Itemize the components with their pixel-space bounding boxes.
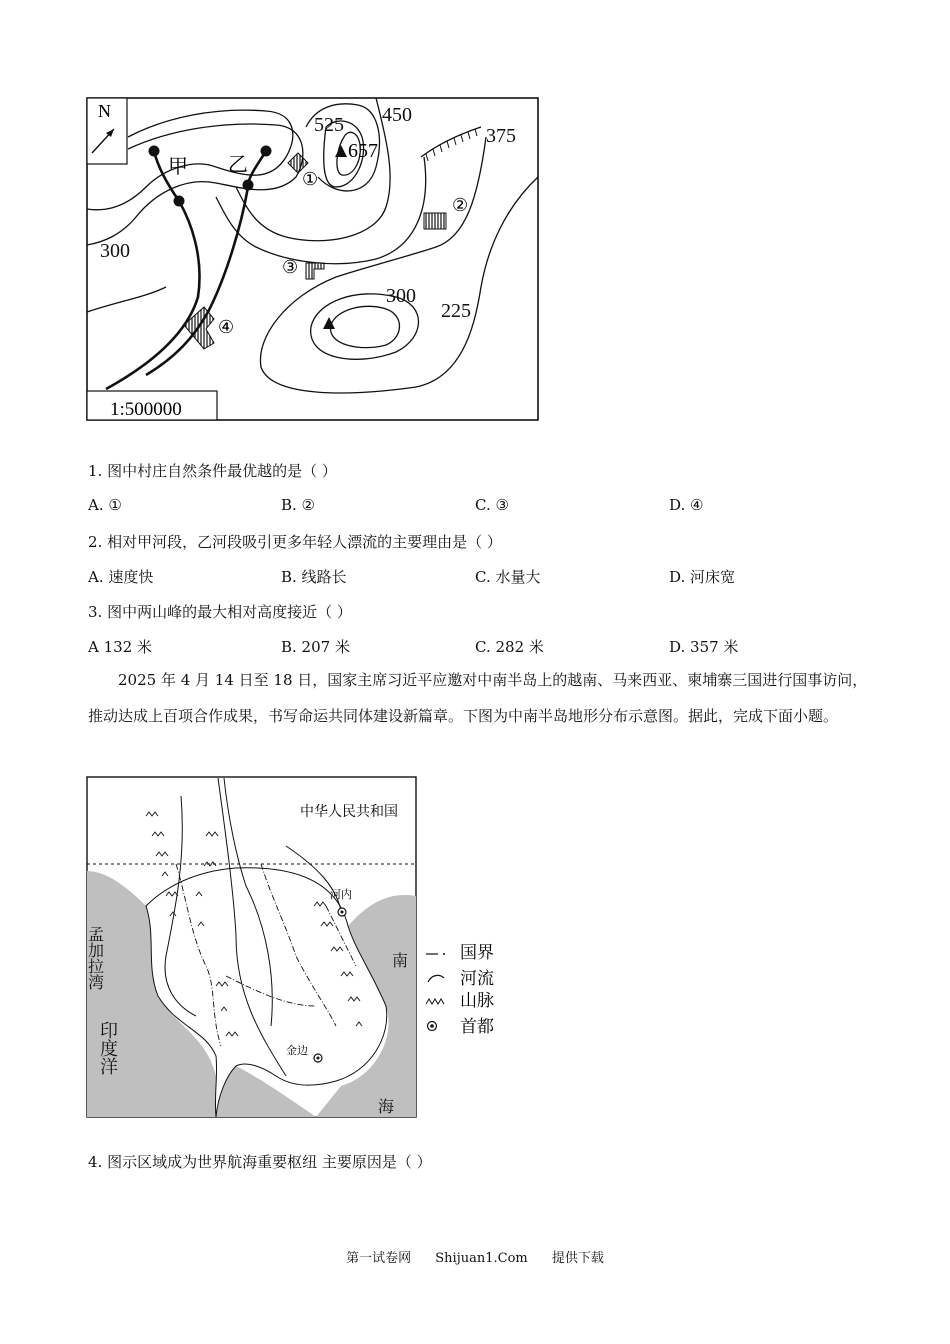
north-label: N [98, 101, 111, 121]
river-label-yi: 乙 [228, 154, 248, 176]
footer-site-en[interactable]: Shijuan1.Com [435, 1251, 528, 1266]
contour-label: 375 [486, 125, 516, 147]
option: C. ③ [475, 496, 509, 514]
village-label: ② [452, 195, 469, 215]
map-legend [424, 938, 534, 1042]
legend-river: 河流 [460, 969, 494, 988]
option: A 132 米 [88, 638, 152, 656]
option: D. 357 米 [669, 638, 739, 656]
option: D. 河床宽 [669, 568, 736, 586]
bay-label: 孟加拉湾 [86, 926, 103, 990]
option: B. ② [281, 496, 316, 514]
footer-site-cn[interactable]: 第一试卷网 [346, 1251, 412, 1266]
city-label: 金边 [286, 1045, 308, 1057]
ocean-label: 印度洋 [98, 1021, 118, 1075]
question-stem: 2. 相对甲河段，乙河段吸引更多年轻人漂流的主要理由是（ ） [88, 533, 502, 551]
village-label: ④ [218, 317, 235, 337]
option: A. ① [88, 496, 122, 514]
option: C. 水量大 [475, 568, 541, 586]
river-label-jia: 甲 [168, 156, 188, 178]
sea-label: 海 [378, 1099, 395, 1116]
village-label: ③ [282, 257, 299, 277]
legend-capital: 首都 [460, 1017, 494, 1036]
footer-download: 提供下载 [551, 1251, 604, 1266]
question-stem: 4. 图示区域成为世界航海重要枢纽 主要原因是（ ） [88, 1153, 432, 1171]
option: C. 282 米 [475, 638, 544, 656]
option: B. 207 米 [281, 638, 350, 656]
passage: 2025 年 4 月 14 日至 18 日，国家主席习近平应邀对中南半岛上的越南、马来西亚、柬埔寨三国进行国事访问，推动达成上百项合作成果，书写命运共同体建设新篇章。下图为中南半岛地形分布示意图。据此，完成下面小题。 [88, 671, 868, 725]
legend-border: 国界 [460, 943, 494, 962]
village-label: ① [302, 169, 319, 189]
peak-label: 657 [348, 140, 378, 162]
contour-label: 450 [382, 104, 412, 126]
contour-label: 300 [100, 240, 130, 262]
option: D. ④ [669, 496, 704, 514]
question-stem: 1. 图中村庄自然条件最优越的是（ ） [88, 462, 337, 480]
village-icon [424, 213, 446, 229]
sea-label: 南 [392, 953, 409, 970]
contour-label: 300 [386, 285, 416, 307]
indochina-map [86, 776, 418, 1118]
option: A. 速度快 [88, 568, 154, 586]
question-stem: 3. 图中两山峰的最大相对高度接近（ ） [88, 603, 352, 621]
contour-label: 525 [314, 114, 344, 136]
contour-label: 225 [441, 300, 471, 322]
legend-mountain: 山脉 [460, 991, 494, 1010]
city-label: 河内 [330, 889, 352, 901]
scale-label: 1:500000 [110, 399, 182, 420]
country-label: 中华人民共和国 [300, 805, 398, 820]
option: B. 线路长 [281, 568, 347, 586]
page-footer [0, 1247, 950, 1266]
contour-map [86, 97, 540, 422]
